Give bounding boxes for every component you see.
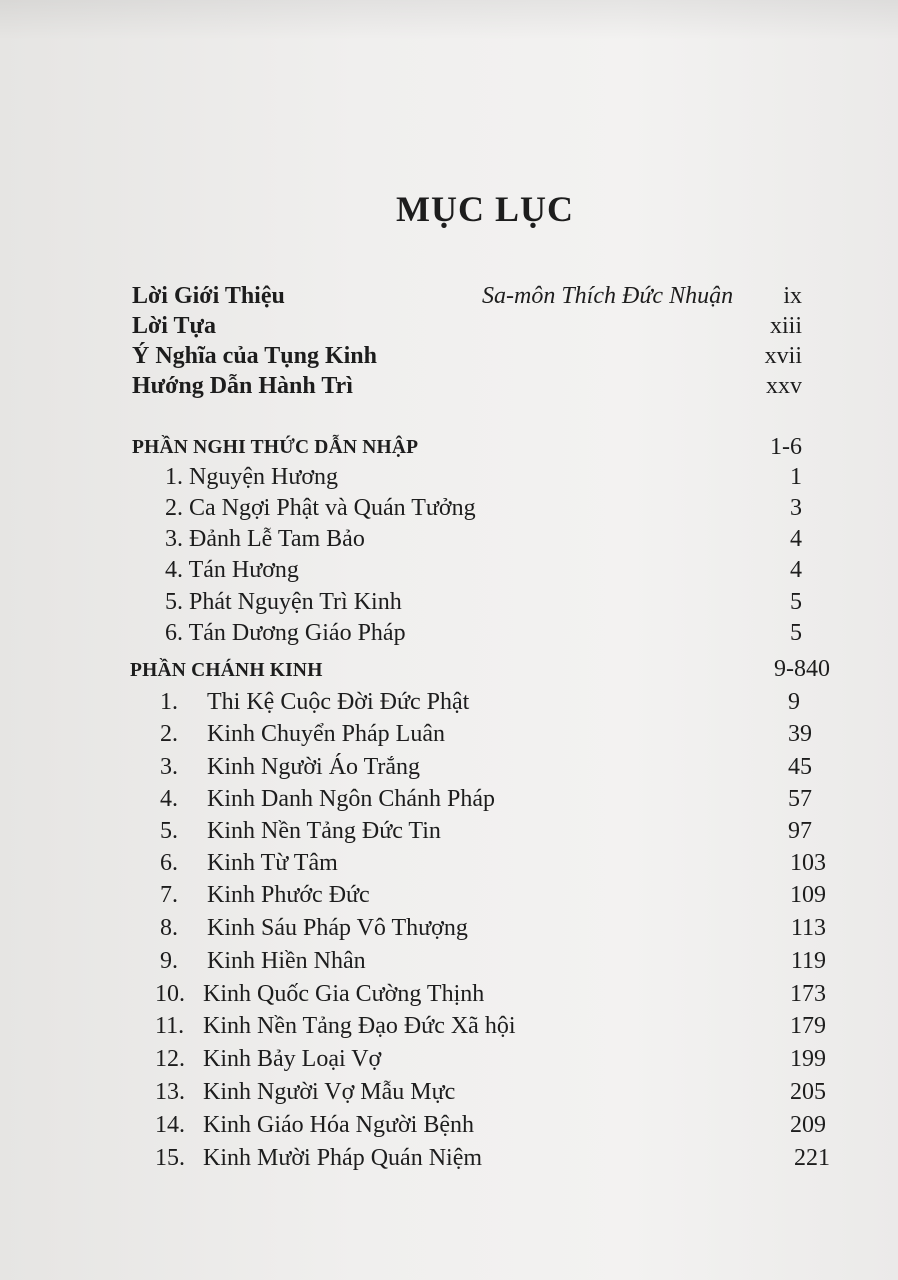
- toc-entry: Kinh Nền Tảng Đức Tin: [207, 818, 441, 844]
- front-matter-label: Ý Nghĩa của Tụng Kinh: [132, 343, 377, 369]
- toc-page: 199: [790, 1046, 826, 1072]
- toc-page: 221: [794, 1145, 830, 1171]
- toc-number: 12.: [155, 1046, 185, 1072]
- toc-number: 14.: [155, 1112, 185, 1138]
- toc-entry: Kinh Nền Tảng Đạo Đức Xã hội: [203, 1013, 516, 1039]
- toc-page: 205: [790, 1079, 826, 1105]
- toc-entry: 2. Ca Ngợi Phật và Quán Tưởng: [165, 495, 476, 521]
- toc-entry: Kinh Từ Tâm: [207, 850, 338, 876]
- front-matter-page: xxv: [766, 373, 802, 399]
- toc-entry: 6. Tán Dương Giáo Pháp: [165, 620, 406, 646]
- toc-entry: Kinh Phước Đức: [207, 882, 370, 908]
- front-matter-page: xvii: [764, 343, 802, 369]
- toc-page: 1: [790, 464, 802, 490]
- toc-page: 173: [790, 981, 826, 1007]
- front-matter-label: Lời Giới Thiệu: [132, 283, 285, 309]
- front-matter-page: ix: [783, 283, 802, 309]
- page-title: MỤC LỤC: [396, 189, 574, 229]
- toc-number: 10.: [155, 981, 185, 1007]
- toc-entry: Kinh Người Vợ Mẫu Mực: [203, 1079, 456, 1105]
- toc-page: 3: [790, 495, 802, 521]
- toc-page: 5: [790, 620, 802, 646]
- toc-entry: Kinh Danh Ngôn Chánh Pháp: [207, 786, 495, 812]
- toc-entry: Kinh Người Áo Trắng: [207, 754, 421, 780]
- toc-page: 209: [790, 1112, 826, 1138]
- toc-number: 9.: [160, 948, 178, 974]
- section-heading: PHẦN NGHI THỨC DẪN NHẬP: [132, 437, 419, 458]
- toc-number: 6.: [160, 850, 178, 876]
- toc-entry: Kinh Sáu Pháp Vô Thượng: [207, 915, 468, 941]
- toc-page: 39: [788, 721, 812, 747]
- toc-number: 3.: [160, 754, 178, 780]
- front-matter-label: Lời Tựa: [132, 313, 216, 339]
- toc-number: 15.: [155, 1145, 185, 1171]
- front-matter-page: xiii: [769, 313, 802, 339]
- toc-entry: Kinh Hiền Nhân: [207, 948, 366, 974]
- toc-number: 7.: [160, 882, 178, 908]
- toc-entry: 5. Phát Nguyện Trì Kinh: [165, 589, 402, 615]
- toc-number: 4.: [160, 786, 178, 812]
- toc-page: 179: [790, 1013, 826, 1039]
- toc-number: 5.: [160, 818, 178, 844]
- toc-page: 4: [790, 557, 802, 583]
- toc-page: 113: [790, 915, 826, 941]
- front-matter-label: Hướng Dẫn Hành Trì: [132, 373, 353, 399]
- toc-page: 5: [790, 589, 802, 615]
- toc-entry: Kinh Chuyển Pháp Luân: [207, 721, 445, 747]
- section-pages: 1-6: [770, 434, 802, 460]
- toc-entry: Kinh Giáo Hóa Người Bệnh: [203, 1112, 474, 1138]
- toc-page: 57: [788, 786, 812, 812]
- toc-number: 2.: [160, 721, 178, 747]
- toc-entry: Kinh Bảy Loại Vợ: [203, 1046, 382, 1072]
- page-shadow: [0, 0, 898, 40]
- section-heading: PHẦN CHÁNH KINH: [130, 660, 323, 681]
- toc-page: 109: [790, 882, 826, 908]
- toc-entry: 1. Nguyện Hương: [165, 464, 339, 490]
- toc-number: 11.: [155, 1013, 185, 1039]
- toc-page: 4: [790, 526, 802, 552]
- section-pages: 9-840: [774, 656, 830, 682]
- toc-entry: 4. Tán Hương: [165, 557, 299, 583]
- toc-page: 119: [790, 948, 826, 974]
- toc-number: 13.: [155, 1079, 185, 1105]
- toc-page: 103: [790, 850, 826, 876]
- toc-entry: Kinh Mười Pháp Quán Niệm: [203, 1145, 483, 1171]
- toc-number: 8.: [160, 915, 178, 941]
- toc-page: 97: [788, 818, 812, 844]
- toc-page: 45: [788, 754, 812, 780]
- toc-entry: 3. Đảnh Lễ Tam Bảo: [165, 526, 365, 552]
- toc-entry: Thi Kệ Cuộc Đời Đức Phật: [207, 689, 470, 715]
- toc-page: 9: [788, 689, 800, 715]
- front-matter-author: Sa-môn Thích Đức Nhuận: [482, 283, 734, 309]
- toc-entry: Kinh Quốc Gia Cường Thịnh: [203, 981, 485, 1007]
- toc-number: 1.: [160, 689, 178, 715]
